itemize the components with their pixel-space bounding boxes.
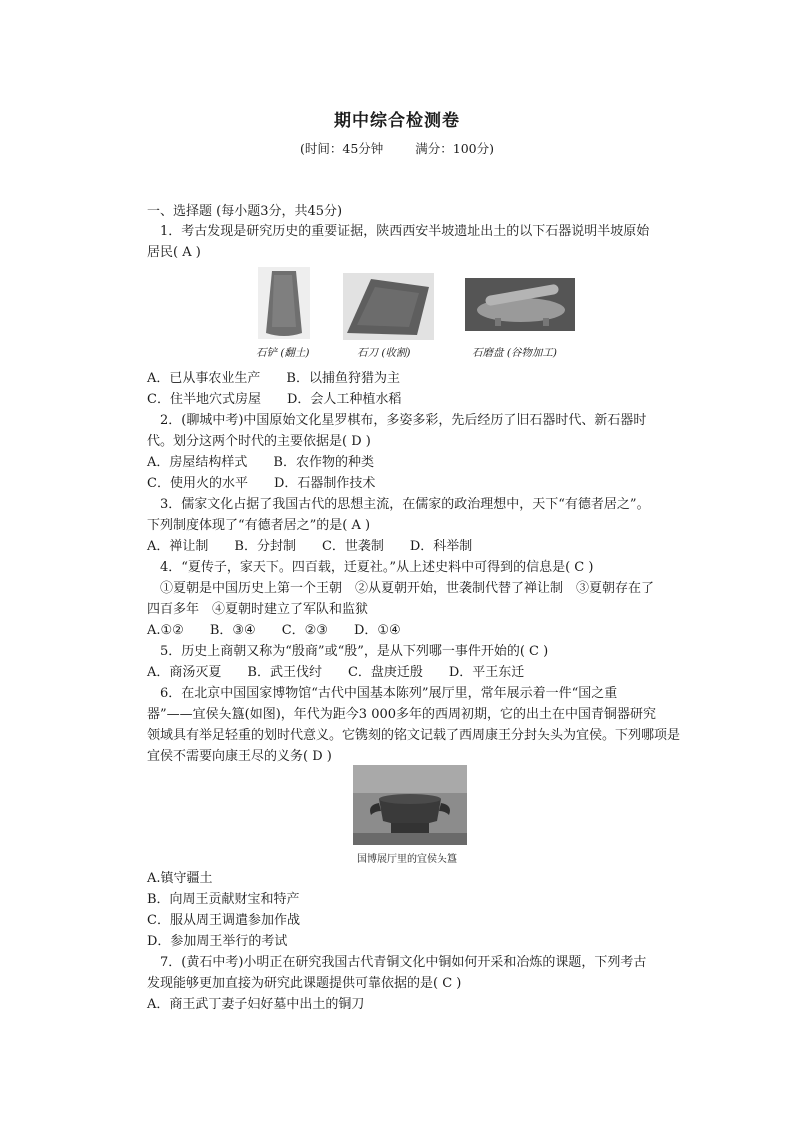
q6-stem-line2: 器”——宜侯夨簋(如图)，年代为距今3 000多年的西周初期，它的出土在中国青铜器研究 [147, 707, 657, 722]
q4-options: A.①② B．③④ C．②③ D．①④ [147, 623, 401, 638]
q7-stem-line1: 7．(黄石中考)小明正在研究我国古代青铜文化中铜如何开采和冶炼的课题，下列考古 [160, 955, 647, 970]
q5-options: A．商汤灭夏 B．武王伐纣 C．盘庚迁殷 D．平王东迁 [147, 665, 525, 680]
bronze-gui-image [353, 765, 467, 845]
q2-options-cd: C．使用火的水平 D．石器制作技术 [147, 476, 376, 491]
exam-time: (时间：45分钟 [299, 141, 384, 156]
q4-stem-line1: 4．“夏传子，家天下。四百载，迁夏社。”从上述史料中可得到的信息是( C ) [160, 560, 594, 575]
q4-stem-line2: ①夏朝是中国历史上第一个王朝 ②从夏朝开始，世袭制代替了禅让制 ③夏朝存在了 [160, 581, 655, 596]
q5-stem-line1: 5．历史上商朝又称为“殷商”或“殷”，是从下列哪一事件开始的( C ) [160, 644, 549, 659]
q1-options-cd: C．住半地穴式房屋 D．会人工种植水稻 [147, 392, 402, 407]
q6-option-b: B．向周王贡献财宝和特产 [147, 892, 300, 907]
q6-option-d: D．参加周王举行的考试 [147, 934, 288, 949]
q1-stem-line2: 居民( A ) [147, 245, 201, 260]
q6-stem-line3: 领域具有举足轻重的划时代意义。它镌刻的铭文记载了西周康王分封夨头为宜侯。下列哪项是 [147, 728, 681, 743]
section-heading: 一、选择题 (每小题3分，共45分) [147, 204, 343, 219]
q2-options-ab: A．房屋结构样式 B．农作物的种类 [147, 455, 374, 470]
stone-knife-image [343, 273, 434, 340]
q6-option-c: C．服从周王调遣参加作战 [147, 913, 300, 928]
q1-stem-line1: 1．考古发现是研究历史的重要证据，陕西西安半坡遗址出土的以下石器说明半坡原始 [160, 224, 650, 239]
caption-grinding-slab: 石磨盘 (谷物加工) [472, 347, 558, 359]
q3-options: A．禅让制 B．分封制 C．世袭制 D．科举制 [147, 539, 473, 554]
caption-bronze-gui: 国博展厅里的宜侯夨簋 [357, 854, 457, 865]
exam-score: 满分：100分) [415, 141, 495, 156]
page-title: 期中综合检测卷 [334, 111, 460, 131]
caption-stone-knife: 石刀 (收割) [357, 347, 411, 359]
stone-shovel-image [258, 267, 310, 339]
q1-options-ab: A．已从事农业生产 B．以捕鱼狩猎为主 [147, 371, 400, 386]
grinding-slab-image [465, 278, 575, 331]
q6-stem-line1: 6．在北京中国国家博物馆“古代中国基本陈列”展厅里，常年展示着一件“国之重 [160, 686, 618, 701]
q2-stem-line2: 代。划分这两个时代的主要依据是( D ) [147, 434, 371, 449]
q2-stem-line1: 2．(聊城中考)中国原始文化星罗棋布，多姿多彩，先后经历了旧石器时代、新石器时 [160, 413, 647, 428]
q7-option-a: A．商王武丁妻子妇好墓中出土的铜刀 [147, 997, 365, 1012]
q6-stem-line4: 宜侯不需要向康王尽的义务( D ) [147, 749, 332, 764]
q3-stem-line2: 下列制度体现了“有德者居之”的是( A ) [147, 518, 371, 533]
q4-stem-line3: 四百多年 ④夏朝时建立了军队和监狱 [147, 602, 369, 617]
q3-stem-line1: 3．儒家文化占据了我国古代的思想主流，在儒家的政治理想中，天下“有德者居之”。 [160, 497, 650, 512]
q6-option-a: A.镇守疆土 [147, 871, 213, 886]
exam-meta [0, 139, 794, 157]
q7-stem-line2: 发现能够更加直接为研究此课题提供可靠依据的是( C ) [147, 976, 462, 991]
caption-stone-shovel: 石铲 (翻土) [256, 347, 310, 359]
